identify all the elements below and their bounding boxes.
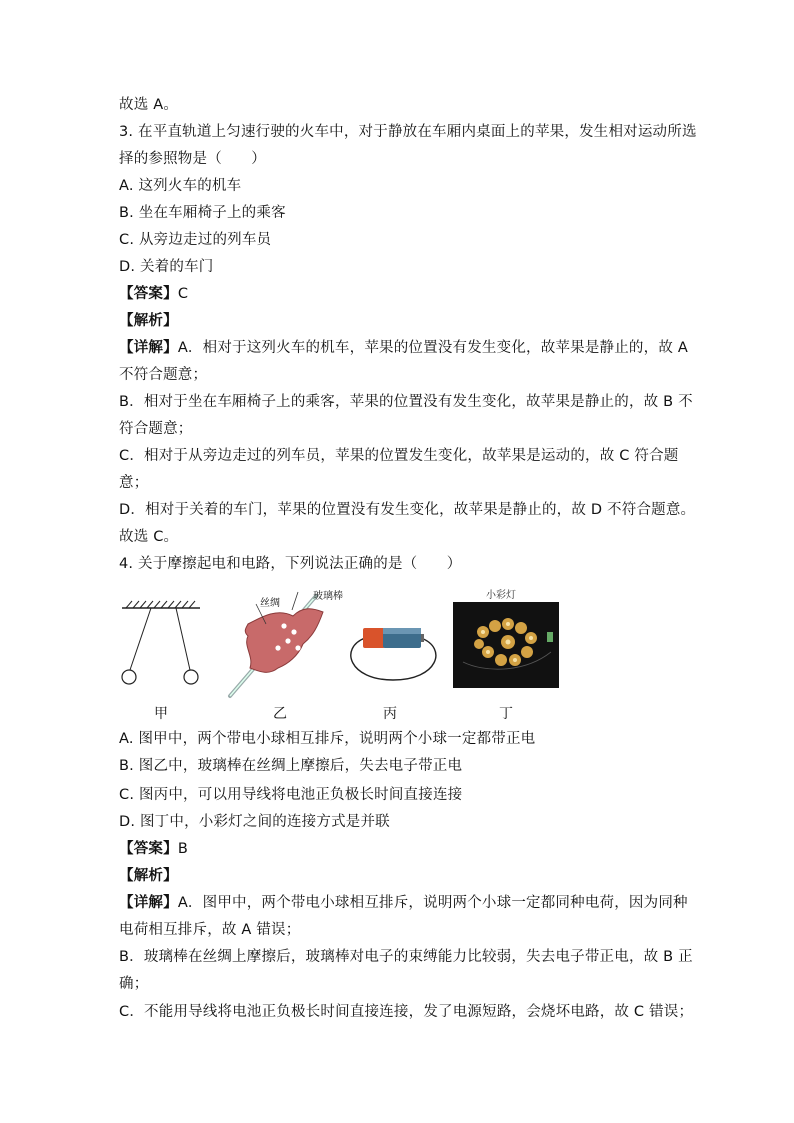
option-c: C. 图丙中，可以用导线将电池正负极长时间直接连接 <box>119 787 463 803</box>
text-line: 故选 C。 <box>119 529 179 545</box>
answer-line <box>119 840 188 858</box>
analysis-tag: 【解析】 <box>119 868 178 884</box>
text-line: 确； <box>119 976 149 992</box>
text-line: 符合题意； <box>119 421 193 437</box>
string-lights-photo <box>453 586 559 688</box>
text-line: B．玻璃棒在丝绸上摩擦后，玻璃棒对电子的束缚能力比较弱，失去电子带正电，故 B 正 <box>119 949 693 965</box>
glass-rod-silk-figure <box>218 586 343 701</box>
silk-label: 丝绸 <box>260 598 280 609</box>
battery-wire-figure <box>343 606 448 686</box>
figure-row <box>118 586 563 721</box>
text-line: C．不能用导线将电池正负极长时间直接连接，发了电源短路，会烧坏电路，故 C 错误； <box>119 1004 694 1020</box>
analysis-tag: 【解析】 <box>119 313 178 329</box>
figure-caption-bing: 丙 <box>383 706 397 722</box>
option-b: B. 图乙中，玻璃棒在丝绸上摩擦后，失去电子带正电 <box>119 758 463 774</box>
figure-caption-yi: 乙 <box>273 706 287 722</box>
text-line: 不符合题意； <box>119 367 208 383</box>
option-d: D. 图丁中，小彩灯之间的连接方式是并联 <box>119 814 390 830</box>
explanation-line <box>119 894 688 912</box>
answer-line <box>119 285 188 303</box>
hanging-balls-figure <box>118 586 203 691</box>
figure-caption-ding: 丁 <box>499 706 513 722</box>
answer-value: B <box>177 841 188 857</box>
option-c: C. 从旁边走过的列车员 <box>119 232 272 248</box>
answer-tag: 【答案】 <box>119 841 178 857</box>
text-line: C．相对于从旁边走过的列车员，苹果的位置发生变化，故苹果是运动的，故 C 符合题 <box>119 448 679 464</box>
text-line: D．相对于关着的车门，苹果的位置没有发生变化，故苹果是静止的，故 D 不符合题意。 <box>119 502 696 518</box>
answer-value: C <box>177 286 189 302</box>
explanation-text: A．图甲中，两个带电小球相互排斥，说明两个小球一定都同种电荷，因为同种 <box>177 895 688 911</box>
text-line: B．相对于坐在车厢椅子上的乘客，苹果的位置没有发生变化，故苹果是静止的，故 B 不 <box>119 394 693 410</box>
glass-rod-label: 玻璃棒 <box>313 591 343 602</box>
question-4-stem: 4. 关于摩擦起电和电路，下列说法正确的是（ ） <box>119 556 462 572</box>
small-lights-label: 小彩灯 <box>486 590 516 601</box>
question-3-stem-cont: 择的参照物是（ ） <box>119 151 266 167</box>
option-b: B. 坐在车厢椅子上的乘客 <box>119 205 286 221</box>
option-a: A. 这列火车的机车 <box>119 178 242 194</box>
explanation-tag: 【详解】 <box>119 895 178 911</box>
text-line: 意； <box>119 475 149 491</box>
text-line: 故选 A。 <box>119 97 179 113</box>
text-line: 电荷相互排斥，故 A 错误； <box>119 922 301 938</box>
option-a: A. 图甲中，两个带电小球相互排斥，说明两个小球一定都带正电 <box>119 731 536 747</box>
explanation-tag: 【详解】 <box>119 340 178 356</box>
question-3-stem: 3. 在平直轨道上匀速行驶的火车中，对于静放在车厢内桌面上的苹果，发生相对运动所选 <box>119 124 697 140</box>
figure-caption-jia: 甲 <box>154 706 168 722</box>
explanation-line <box>119 339 688 357</box>
option-d: D. 关着的车门 <box>119 259 214 275</box>
answer-tag: 【答案】 <box>119 286 178 302</box>
explanation-text: A．相对于这列火车的机车，苹果的位置没有发生变化，故苹果是静止的，故 A <box>177 340 688 356</box>
